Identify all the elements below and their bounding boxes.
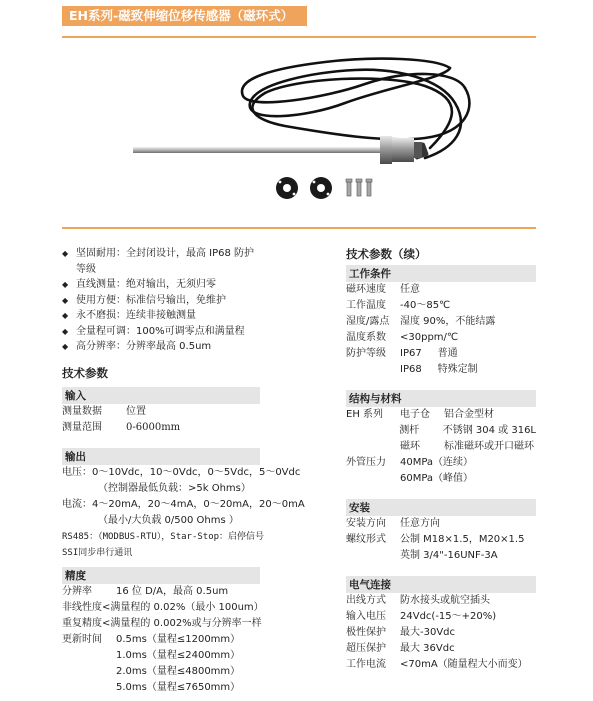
feature-item: ◆ 使用方便：标准信号输出，免维护 [62, 293, 260, 309]
spec-row: 1.0ms（量程≤2400mm） [116, 649, 241, 661]
spec-row: 防护等级 IP67 普通 [346, 348, 458, 359]
spec-row: 英制 3/4"-16UNF-3A [400, 550, 498, 561]
spec-row: 输入电压 24Vdc(-15～+20%) [346, 611, 497, 622]
spec-row: 螺纹形式 公制 M18×1.5，M20×1.5 [346, 534, 525, 545]
spec-row: 60MPa（峰值） [400, 473, 474, 484]
precision-heading: 精度 [62, 567, 260, 584]
spec-row: 2.0ms（量程≤4800mm） [116, 665, 241, 677]
product-image [125, 48, 495, 218]
spec-row: 出线方式 防水接头或航空插头 [346, 595, 490, 606]
top-divider [62, 36, 536, 38]
install-heading: 安装 [346, 499, 536, 516]
left-column [62, 246, 305, 696]
spec-row: 湿度/露点 湿度 90%，不能结露 [346, 316, 496, 327]
page-title: EH系列-磁致伸缩位移传感器（磁环式） [62, 6, 307, 26]
spec-row: 极性保护 最大-30Vdc [346, 627, 456, 638]
structure-heading: 结构与材料 [346, 390, 536, 407]
spec-row: （最小/大负载 0/500 Ohms ） [98, 514, 239, 526]
work-heading: 工作条件 [346, 265, 536, 282]
spec-row: 磁环速度 任意 [346, 284, 420, 295]
spec-row: RS485：（MODBUS-RTU），Star-Stop：启停信号 [62, 531, 265, 542]
right-column [346, 246, 536, 673]
mid-divider [62, 227, 536, 229]
spec-row: 超压保护 最大 36Vdc [346, 643, 455, 654]
spec-row: IP68 特殊定制 [400, 364, 478, 375]
spec-row: 电流： 4～20mA，20～4mA，0～20mA，20～0mA [62, 498, 305, 510]
feature-item: ◆ 永不磨损：连续非接触测量 [62, 308, 260, 324]
spec-row: SSI同步串行通讯 [62, 547, 133, 558]
spec-row: 更新时间 0.5ms（量程≤1200mm） [62, 633, 241, 645]
feature-item: ◆ 坚固耐用：全封闭设计，最高 IP68 防护等级 [62, 246, 260, 277]
spec-row: 安装方向 任意方向 [346, 518, 440, 529]
input-heading: 输入 [62, 387, 260, 404]
electric-heading: 电气连接 [346, 576, 536, 593]
spec-row: 测杆 不锈钢 304 或 316L [399, 425, 536, 436]
spec-row: 外管压力 40MPa（连续） [346, 457, 474, 468]
spec-row: 磁环 标准磁环或开口磁环 [400, 441, 534, 452]
tech-title: 技术参数 [62, 365, 108, 380]
spec-row: 测量范围 0-6000mm [62, 421, 181, 433]
feature-list [62, 246, 260, 355]
tech2-title: 技术参数（续） [346, 247, 427, 261]
spec-row: EH 系列 电子仓 铝合金型材 [346, 409, 494, 420]
spec-row: 电压： 0～10Vdc，10～0Vdc，0～5Vdc，5～0Vdc [62, 466, 301, 478]
spec-row: 测量数据 位置 [62, 405, 146, 417]
feature-item: ◆ 高分辨率：分辨率最高 0.5um [62, 339, 260, 355]
output-heading: 输出 [62, 448, 260, 465]
spec-row: 温度系数 <30ppm/℃ [346, 332, 459, 343]
spec-row: 重复精度 <满量程的 0.002%或与分辨率一样 [62, 617, 262, 629]
spec-row: 工作电流 <70mA（随量程大小而变） [346, 659, 528, 670]
spec-row: 工作温度 -40～85℃ [346, 300, 451, 311]
spec-row: 5.0ms（量程≤7650mm） [116, 681, 241, 693]
spec-row: （控制器最低负载：>5k Ohms） [98, 482, 251, 494]
spec-row: 分辨率 16 位 D/A，最高 0.5um [62, 585, 229, 597]
feature-item: ◆ 全量程可调：100%可调零点和满量程 [62, 324, 260, 340]
feature-item: ◆ 直线测量：绝对输出，无须归零 [62, 277, 260, 293]
spec-row: 非线性度 <满量程的 0.02%（最小 100um） [62, 601, 264, 613]
